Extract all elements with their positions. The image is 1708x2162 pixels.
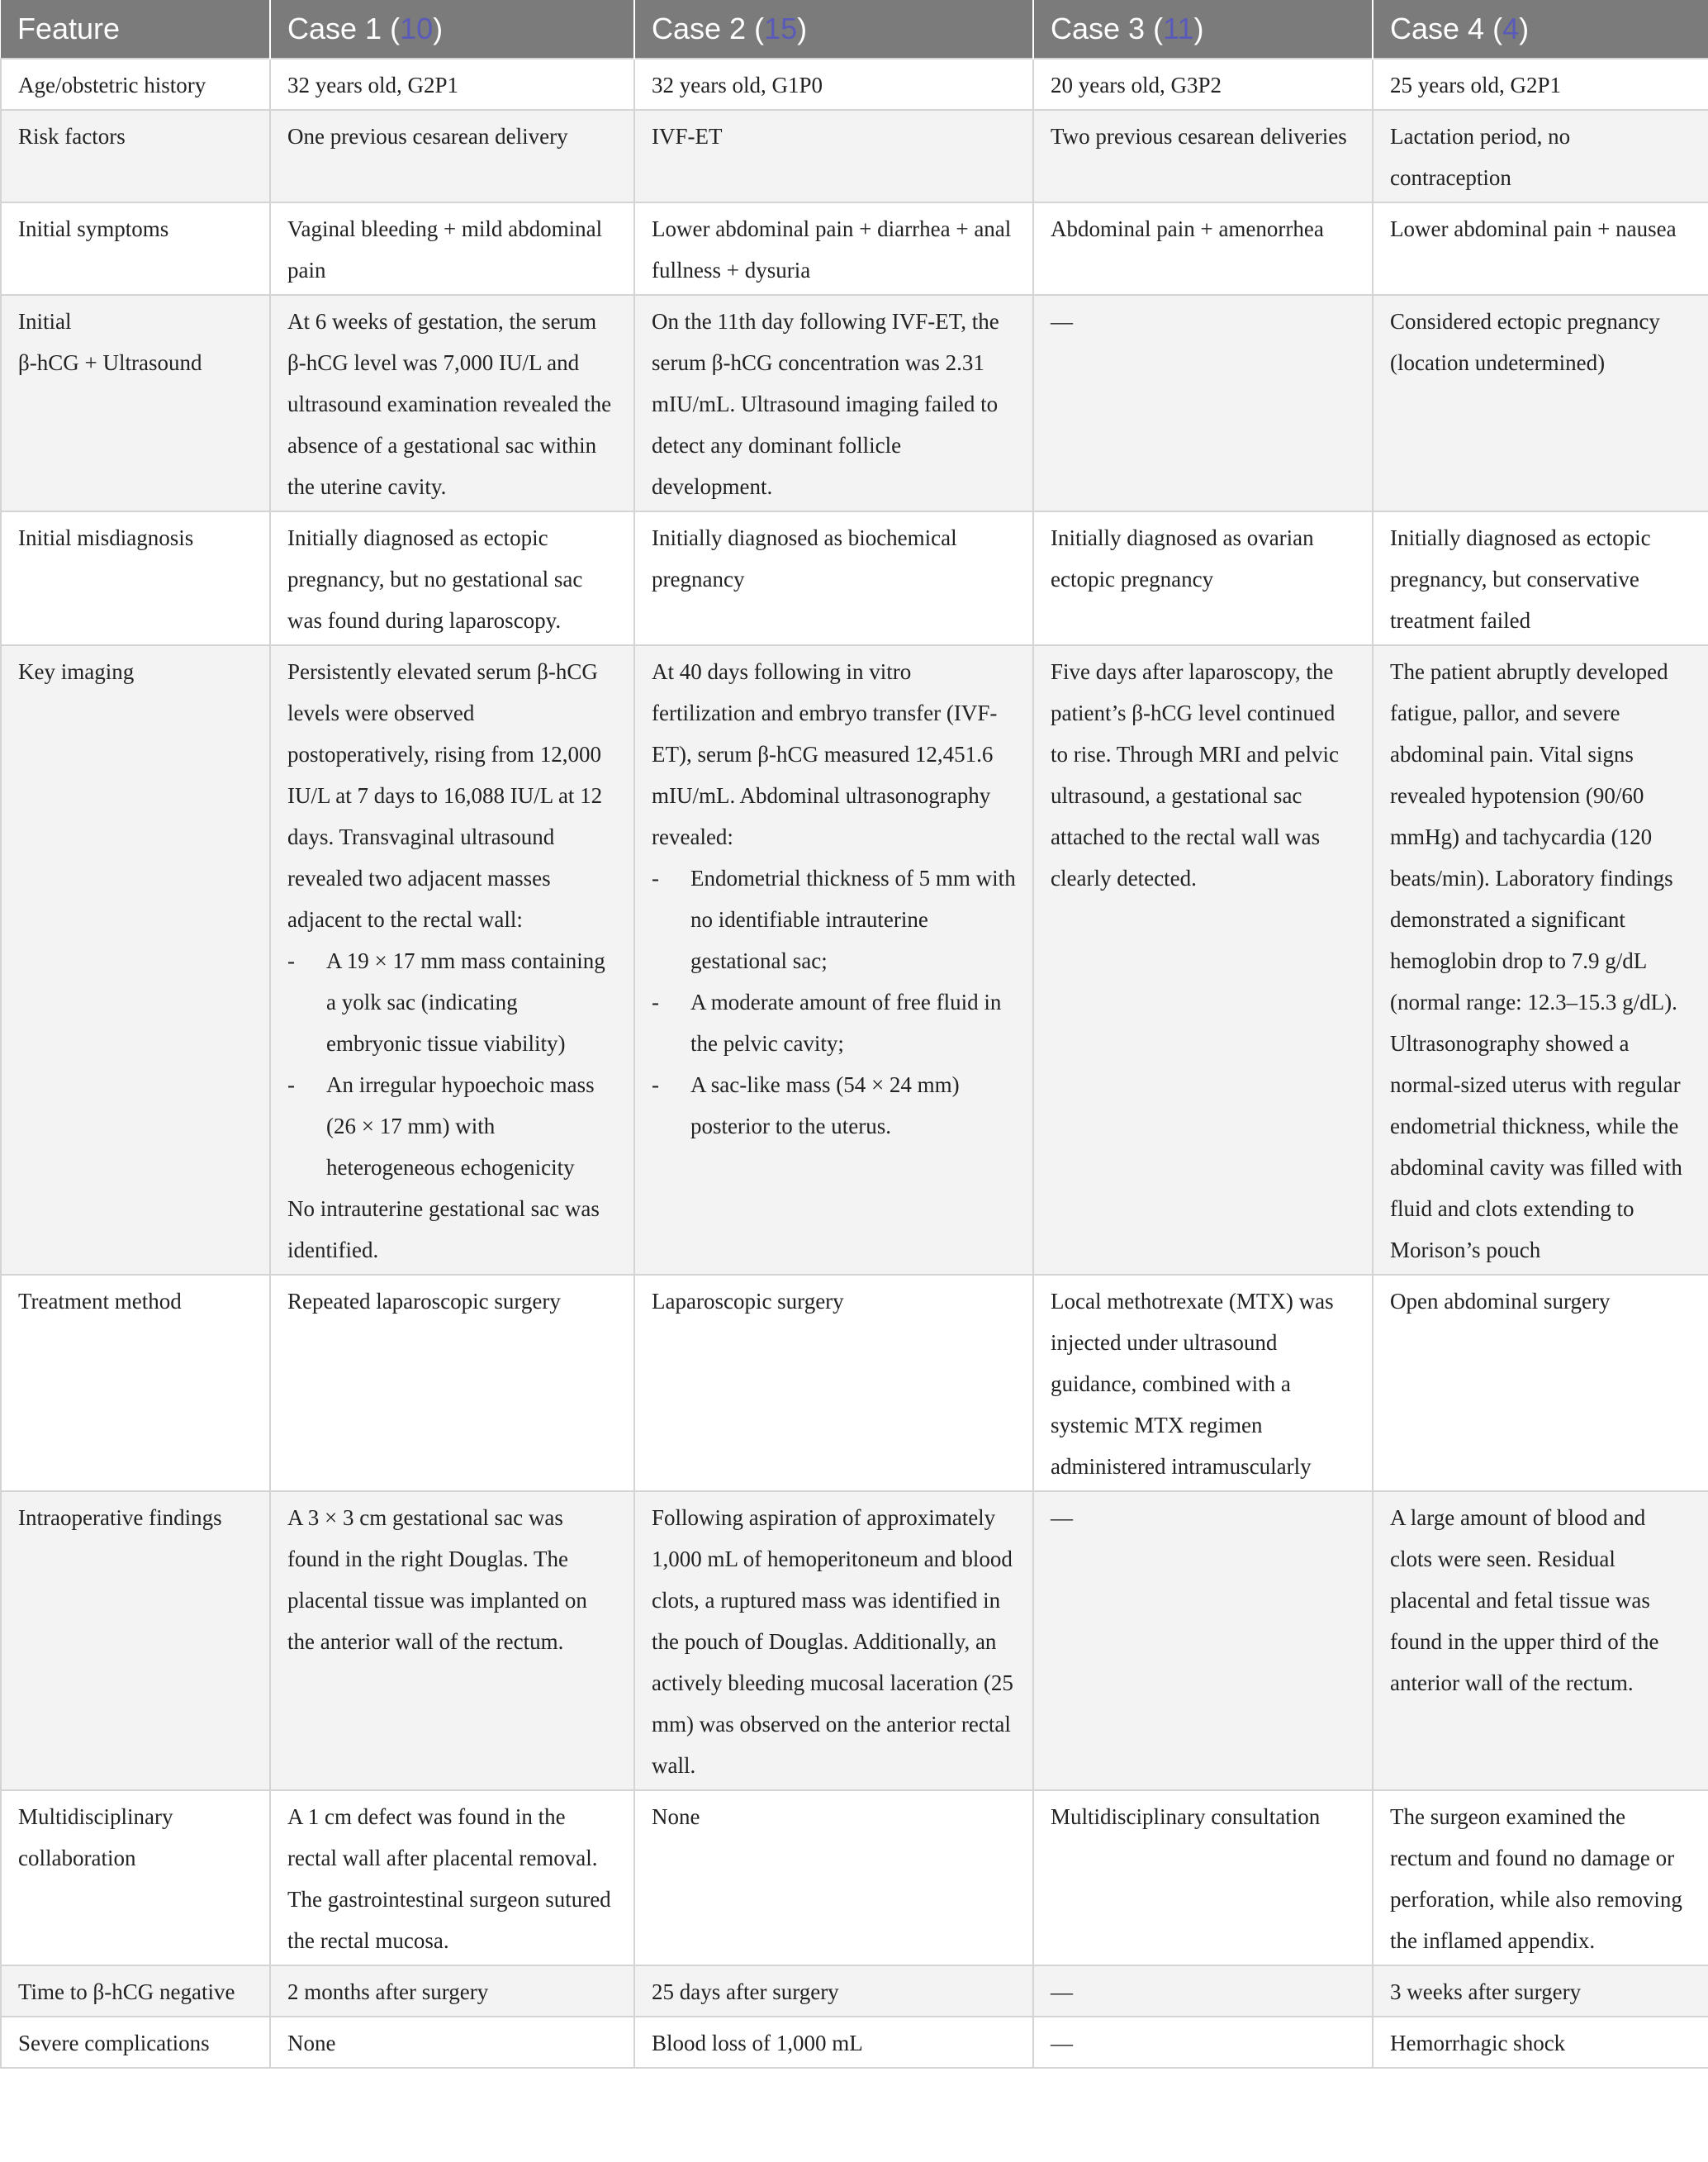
header-feature-label: Feature xyxy=(17,12,121,45)
cell-feature-intraop: Intraoperative findings xyxy=(1,1491,270,1790)
cell-multi-case-2: None xyxy=(634,1790,1033,1965)
cell-imaging-case-1 xyxy=(270,645,634,1275)
cell-multi-case-1: A 1 cm defect was found in the rectal wall after placental removal. The gastrointestinal surgeon sutured the rectal mucosa. xyxy=(270,1790,634,1965)
header-case-1-label: Case 1 ( xyxy=(287,12,401,45)
cell-treatment-case-2: Laparoscopic surgery xyxy=(634,1275,1033,1491)
cell-complications-case-1: None xyxy=(270,2017,634,2068)
cell-negative-case-3: — xyxy=(1033,1965,1373,2017)
cell-symptoms-case-2: Lower abdominal pain + diarrhea + anal fullness + dysuria xyxy=(634,202,1033,295)
header-case-1 xyxy=(270,0,634,59)
cell-age-case-2: 32 years old, G1P0 xyxy=(634,59,1033,110)
header-case-2-ref-link[interactable]: 15 xyxy=(764,12,798,45)
cell-imaging-case-4: The patient abruptly developed fatigue, pallor, and severe abdominal pain. Vital signs revealed hypotension (90/60 mmHg) and tachycardia (120 beats/min). Laboratory findings demonstrated a significant hemoglobin drop to 7.9 g/dL (normal range: 12.3–15.3 g/dL). Ultrasonography showed a normal-sized uterus with regular endometrial thickness, while the abdominal cavity was filled with fluid and clots extending to Morison’s pouch xyxy=(1373,645,1708,1275)
cell-intraop-case-4: A large amount of blood and clots were seen. Residual placental and fetal tissue was found in the upper third of the anterior wall of the rectum. xyxy=(1373,1491,1708,1790)
header-case-3-close: ) xyxy=(1193,12,1204,45)
cell-feature-multi: Multidisciplinary collaboration xyxy=(1,1790,270,1965)
header-case-2-label: Case 2 ( xyxy=(652,12,765,45)
row-multidisciplinary xyxy=(1,1790,1708,1965)
cell-feature-imaging: Key imaging xyxy=(1,645,270,1275)
cell-complications-case-3: — xyxy=(1033,2017,1373,2068)
row-severe-complications xyxy=(1,2017,1708,2068)
cell-age-case-3: 20 years old, G3P2 xyxy=(1033,59,1373,110)
header-case-4-ref-link[interactable]: 4 xyxy=(1502,12,1520,45)
imaging-case-1-outro: No intrauterine gestational sac was identified. xyxy=(287,1196,600,1262)
cell-negative-case-2: 25 days after surgery xyxy=(634,1965,1033,2017)
cell-treatment-case-1: Repeated laparoscopic surgery xyxy=(270,1275,634,1491)
cell-feature-complications: Severe complications xyxy=(1,2017,270,2068)
imaging-case-1-intro: Persistently elevated serum β-hCG levels were observed postoperatively, rising from 12,000 IU/L at 7 days to 16,088 IU/L at 12 days. Transvaginal ultrasound revealed two adjacent masses adjacent to the rectal wall: xyxy=(287,659,603,932)
header-case-2 xyxy=(634,0,1033,59)
row-time-to-negative xyxy=(1,1965,1708,2017)
cell-symptoms-case-3: Abdominal pain + amenorrhea xyxy=(1033,202,1373,295)
imaging-case-2-intro: At 40 days following in vitro fertilization and embryo transfer (IVF-ET), serum β-hCG measured 12,451.6 mIU/mL. Abdominal ultrasonography revealed: xyxy=(652,659,998,849)
header-case-4 xyxy=(1373,0,1708,59)
cell-negative-case-4: 3 weeks after surgery xyxy=(1373,1965,1708,2017)
cell-misdiagnosis-case-2: Initially diagnosed as biochemical pregnancy xyxy=(634,511,1033,645)
cell-misdiagnosis-case-4: Initially diagnosed as ectopic pregnancy, but conservative treatment failed xyxy=(1373,511,1708,645)
cell-treatment-case-3: Local methotrexate (MTX) was injected under ultrasound guidance, combined with a systemic MTX regimen administered intramuscularly xyxy=(1033,1275,1373,1491)
row-initial-misdiagnosis xyxy=(1,511,1708,645)
row-initial-symptoms xyxy=(1,202,1708,295)
cell-feature-age: Age/obstetric history xyxy=(1,59,270,110)
row-risk-factors xyxy=(1,110,1708,202)
header-case-1-ref-link[interactable]: 10 xyxy=(400,12,434,45)
cell-multi-case-3: Multidisciplinary consultation xyxy=(1033,1790,1373,1965)
row-intraoperative-findings xyxy=(1,1491,1708,1790)
list-item: - A 19 × 17 mm mass containing a yolk sac (indicating embryonic tissue viability) xyxy=(287,940,617,1064)
cell-symptoms-case-1: Vaginal bleeding + mild abdominal pain xyxy=(270,202,634,295)
cell-intraop-case-2: Following aspiration of approximately 1,000 mL of hemoperitoneum and blood clots, a ruptured mass was identified in the pouch of Douglas. Additionally, an actively bleeding mucosal laceration (25 mm) was observed on the anterior rectal wall. xyxy=(634,1491,1033,1790)
cell-multi-case-4: The surgeon examined the rectum and found no damage or perforation, while also removing the inflamed appendix. xyxy=(1373,1790,1708,1965)
cell-feature-misdiagnosis: Initial misdiagnosis xyxy=(1,511,270,645)
cell-complications-case-2: Blood loss of 1,000 mL xyxy=(634,2017,1033,2068)
cell-hcg-case-2: On the 11th day following IVF-ET, the serum β-hCG concentration was 2.31 mIU/mL. Ultrasound imaging failed to detect any dominant follicle development. xyxy=(634,295,1033,511)
imaging-case-1-list xyxy=(287,940,617,1188)
cell-intraop-case-1: A 3 × 3 cm gestational sac was found in the right Douglas. The placental tissue was implanted on the anterior wall of the rectum. xyxy=(270,1491,634,1790)
cell-misdiagnosis-case-1: Initially diagnosed as ectopic pregnancy, but no gestational sac was found during laparoscopy. xyxy=(270,511,634,645)
feature-hcg-line-2: β-hCG + Ultrasound xyxy=(18,350,202,375)
row-key-imaging xyxy=(1,645,1708,1275)
cell-hcg-case-4: Considered ectopic pregnancy (location undetermined) xyxy=(1373,295,1708,511)
feature-hcg-line-1: Initial xyxy=(18,309,72,334)
cell-symptoms-case-4: Lower abdominal pain + nausea xyxy=(1373,202,1708,295)
list-item: - An irregular hypoechoic mass (26 × 17 mm) with heterogeneous echogenicity xyxy=(287,1064,617,1188)
cell-misdiagnosis-case-3: Initially diagnosed as ovarian ectopic pregnancy xyxy=(1033,511,1373,645)
cell-risk-case-3: Two previous cesarean deliveries xyxy=(1033,110,1373,202)
header-case-1-close: ) xyxy=(433,12,444,45)
list-item: - Endometrial thickness of 5 mm with no identifiable intrauterine gestational sac; xyxy=(652,858,1016,981)
cell-risk-case-4: Lactation period, no contraception xyxy=(1373,110,1708,202)
header-row xyxy=(1,0,1708,59)
cell-imaging-case-3: Five days after laparoscopy, the patient’s β-hCG level continued to rise. Through MRI and pelvic ultrasound, a gestational sac attached to the rectal wall was clearly detected. xyxy=(1033,645,1373,1275)
header-case-3-ref-link[interactable]: 11 xyxy=(1163,12,1194,45)
imaging-case-2-list xyxy=(652,858,1016,1147)
cell-feature-hcg xyxy=(1,295,270,511)
header-case-3 xyxy=(1033,0,1373,59)
cell-age-case-4: 25 years old, G2P1 xyxy=(1373,59,1708,110)
cell-complications-case-4: Hemorrhagic shock xyxy=(1373,2017,1708,2068)
row-age xyxy=(1,59,1708,110)
header-case-4-label: Case 4 ( xyxy=(1390,12,1503,45)
header-case-4-close: ) xyxy=(1519,12,1530,45)
cell-risk-case-2: IVF-ET xyxy=(634,110,1033,202)
cell-treatment-case-4: Open abdominal surgery xyxy=(1373,1275,1708,1491)
cell-age-case-1: 32 years old, G2P1 xyxy=(270,59,634,110)
row-treatment-method xyxy=(1,1275,1708,1491)
list-item: - A moderate amount of free fluid in the pelvic cavity; xyxy=(652,981,1016,1064)
cell-imaging-case-2 xyxy=(634,645,1033,1275)
header-case-2-close: ) xyxy=(797,12,808,45)
cell-hcg-case-1: At 6 weeks of gestation, the serum β-hCG level was 7,000 IU/L and ultrasound examination revealed the absence of a gestational sac within the uterine cavity. xyxy=(270,295,634,511)
cell-negative-case-1: 2 months after surgery xyxy=(270,1965,634,2017)
header-case-3-label: Case 3 ( xyxy=(1051,12,1164,45)
list-item: - A sac-like mass (54 × 24 mm) posterior to the uterus. xyxy=(652,1064,1016,1147)
cell-feature-treatment: Treatment method xyxy=(1,1275,270,1491)
row-initial-hcg-ultrasound xyxy=(1,295,1708,511)
header-feature xyxy=(1,0,270,59)
cell-intraop-case-3: — xyxy=(1033,1491,1373,1790)
cell-feature-risk: Risk factors xyxy=(1,110,270,202)
cell-feature-negative: Time to β-hCG negative xyxy=(1,1965,270,2017)
cell-risk-case-1: One previous cesarean delivery xyxy=(270,110,634,202)
cell-feature-symptoms: Initial symptoms xyxy=(1,202,270,295)
cell-hcg-case-3: — xyxy=(1033,295,1373,511)
